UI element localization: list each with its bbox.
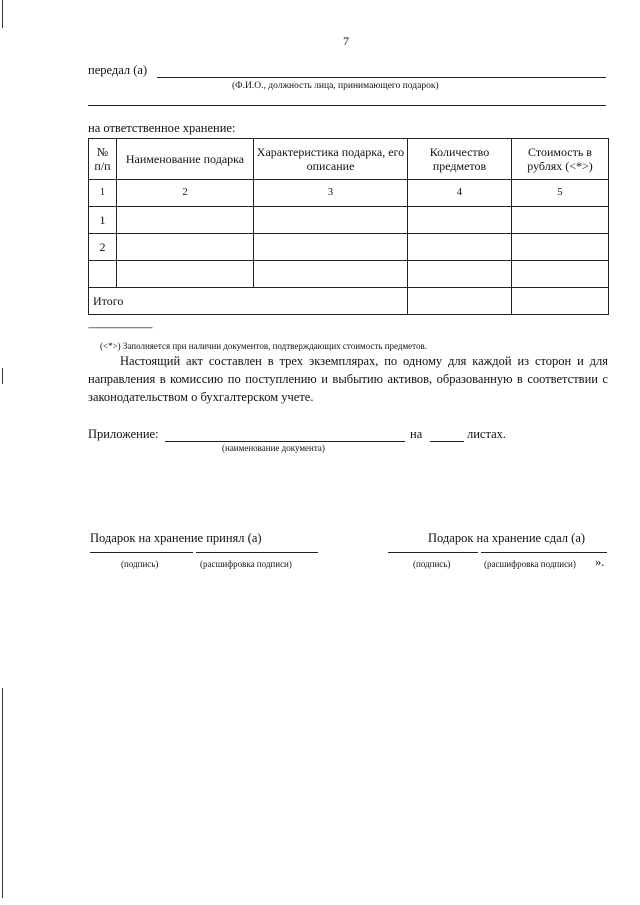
handed-decode-line — [481, 552, 607, 553]
accepted-decode-caption: (расшифровка подписи) — [200, 559, 292, 569]
table-cell — [254, 261, 408, 288]
table-cell — [117, 261, 254, 288]
table-cell — [117, 234, 254, 261]
table-row — [89, 261, 609, 288]
scan-margin-mark — [2, 688, 3, 898]
column-number: 2 — [117, 180, 254, 207]
transfer-caption: (Ф.И.О., должность лица, принимающего подарок) — [232, 81, 439, 91]
attachment-caption: (наименование документа) — [222, 443, 325, 453]
table-row — [89, 234, 609, 261]
transfer-fill-line — [157, 77, 606, 78]
accepted-decode-line — [196, 552, 318, 553]
act-paragraph: Настоящий акт составлен в трех экземплярах, по одному для каждой из сторон и для направления в комиссию по поступлению и выбытию активов, образованную в соответствии с законодательством о бухгалтерском учете. — [88, 354, 608, 404]
accepted-signature-caption: (подпись) — [121, 559, 159, 569]
table-cell — [254, 207, 408, 234]
header-cost: Стоимость в рублях (<*>) — [512, 139, 609, 180]
scan-margin-mark — [2, 0, 3, 28]
column-number-row — [89, 180, 609, 207]
table-total-row — [89, 288, 609, 315]
table-cell: 2 — [89, 234, 117, 261]
footnote-rule: -------------------------------- — [88, 322, 152, 332]
header-quantity: Количество предметов — [408, 139, 512, 180]
table-cell — [254, 234, 408, 261]
table-cell — [408, 261, 512, 288]
header-name: Наименование подарка — [117, 139, 254, 180]
table-header-row — [89, 139, 609, 180]
accepted-label: Подарок на хранение принял (а) — [90, 531, 262, 545]
handed-signature-caption: (подпись) — [413, 559, 451, 569]
handed-label: Подарок на хранение сдал (а) — [428, 531, 586, 545]
column-number: 4 — [408, 180, 512, 207]
handed-signature-line — [388, 552, 478, 553]
table-cell — [512, 234, 609, 261]
transfer-label: передал (а) — [88, 63, 148, 77]
attachment-fill-line — [165, 441, 405, 442]
handed-decode-caption: (расшифровка подписи) — [484, 559, 576, 569]
header-description: Характеристика подарка, его описание — [254, 139, 408, 180]
header-number: № п/п — [89, 139, 117, 180]
attachment-label: Приложение: — [88, 427, 159, 441]
attachment-sheets: листах. — [467, 427, 507, 441]
storage-heading: на ответственное хранение: — [88, 121, 236, 135]
column-number: 5 — [512, 180, 609, 207]
total-cost — [512, 288, 609, 315]
table-cell — [408, 207, 512, 234]
closing-quote: ». — [595, 555, 605, 569]
scan-margin-mark — [2, 368, 3, 384]
table-cell — [408, 234, 512, 261]
column-number: 3 — [254, 180, 408, 207]
column-number: 1 — [89, 180, 117, 207]
attachment-on: на — [410, 427, 423, 441]
table-cell — [512, 207, 609, 234]
table-row — [89, 207, 609, 234]
page-number: 7 — [343, 34, 349, 48]
table-cell — [117, 207, 254, 234]
table-cell: 1 — [89, 207, 117, 234]
gift-table — [88, 138, 609, 315]
total-quantity — [408, 288, 512, 315]
footnote: (<*>) Заполняется при наличии документов, подтверждающих стоимость предметов. — [100, 341, 427, 351]
attachment-sheets-line — [430, 441, 464, 442]
transfer-fill-line-2 — [88, 105, 606, 106]
accepted-signature-line — [90, 552, 193, 553]
total-label: Итого — [89, 288, 408, 315]
table-cell — [512, 261, 609, 288]
table-cell — [89, 261, 117, 288]
